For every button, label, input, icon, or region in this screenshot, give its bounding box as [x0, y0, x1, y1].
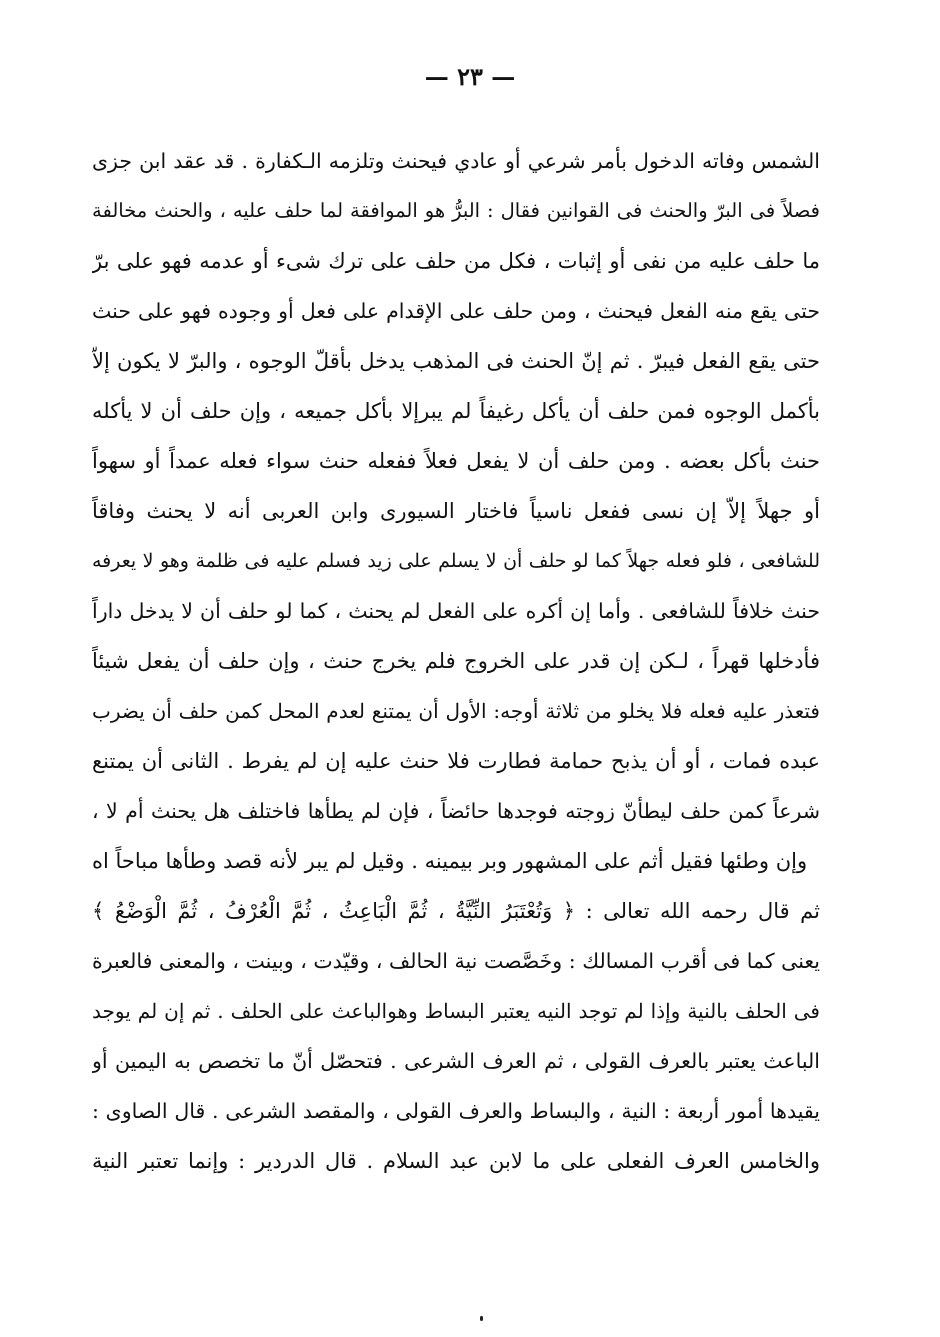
- text-line-6: بأكمل الوجوه فمن حلف أن يأكل رغيفاً لم يبرإلا بأكل جميعه ، وإن حلف أن لا يأكله: [92, 399, 820, 423]
- text-line-8: أو جهلاً إلاّ إن نسى ففعل ناسياً فاختار السيورى وابن العربى أنه لا يحنث وفاقاً: [92, 499, 820, 523]
- body-text: [92, 138, 820, 1188]
- text-line-12: فتعذر عليه فعله فلا يخلو من ثلاثة أوجه: الأول أن يمتنع لعدم المحل كمن حلف أن يضرب: [92, 699, 820, 723]
- footer-dot: [480, 1316, 483, 1321]
- text-line-14: شرعاً كمن حلف ليطأنّ زوجته فوجدها حائضاً ، فإن لم يطأها فاختلف هل يحنث أم لا ،: [92, 799, 820, 823]
- text-line-19: الباعث يعتبر بالعرف القولى ، ثم العرف الشرعى . فتحصّل أنّ ما تخصص به اليمين أو: [92, 1049, 820, 1073]
- text-line-21: والخامس العرف الفعلى على ما لابن عبد السلام . قال الدردير : وإنما تعتبر النية: [92, 1149, 820, 1173]
- text-line-13: عبده فمات ، أو أن يذبح حمامة فطارت فلا حنث عليه إن لم يفرط . الثانى أن يمتنع: [92, 749, 820, 773]
- text-line-18: فى الحلف بالنية وإذا لم توجد النيه يعتبر البساط وهوالباعث على الحلف . ثم إن لم يوجد: [92, 999, 820, 1023]
- text-line-20: يقيدها أمور أربعة : النية ، والبساط والعرف القولى ، والمقصد الشرعى . قال الصاوى :: [92, 1099, 820, 1123]
- text-line-16: ثم قال رحمه الله تعالى : ﴿ وَتُعْتَبَرُ النِّيَّةُ ، ثُمَّ الْبَاعِثُ ، ثُمَّ الْعُرْفُ ، ثُمَّ الْوَضْعُ ﴾: [92, 899, 820, 923]
- text-line-11: فأدخلها قهراً ، لـكن إن قدر على الخروج فلم يخرج حنث ، وإن حلف أن يفعل شيئاً: [92, 649, 820, 673]
- text-line-2: فصلاً فى البرّ والحنث فى القوانين فقال : البرُّ هو الموافقة لما حلف عليه ، والحنث مخالفة: [92, 199, 820, 222]
- text-line-5: حتى يقع الفعل فيبرّ . ثم إنّ الحنث فى المذهب يدخل بأقلّ الوجوه ، والبرّ لا يكون إلاّ: [92, 349, 820, 373]
- text-line-7: حنث بأكل بعضه . ومن حلف أن لا يفعل فعلاً ففعله حنث سواء فعله عمداً أو سهواً: [92, 449, 820, 473]
- text-line-10: حنث خلافاً للشافعى . وأما إن أكره على الفعل لم يحنث ، كما لو حلف أن لا يدخل داراً: [92, 599, 820, 623]
- text-line-1: الشمس وفاته الدخول بأمر شرعي أو عادي فيحنث وتلزمه الـكفارة . قد عقد ابن جزى: [92, 149, 820, 173]
- text-line-4: حتى يقع منه الفعل فيحنث ، ومن حلف على الإقدام على فعل أو وجوده فهو على حنث: [92, 299, 820, 323]
- text-line-17: يعنى كما فى أقرب المسالك : وخَصَّصت نية الحالف ، وقيّدت ، وبينت ، والمعنى فالعبرة: [92, 949, 820, 973]
- page-number: — ٢٣ —: [424, 62, 516, 91]
- text-line-9: للشافعى ، فلو فعله جهلاً كما لو حلف أن لا يسلم على زيد فسلم عليه فى ظلمة وهو لا يعرفه: [92, 550, 820, 572]
- text-line-15: وإن وطئها فقيل أثم على المشهور وبر بيمينه . وقيل لم يبر لأنه قصد وطأها مباحاً اه: [92, 849, 808, 873]
- text-line-3: ما حلف عليه من نفى أو إثبات ، فكل من حلف على ترك شىء أو عدمه فهو على برّ: [92, 249, 820, 273]
